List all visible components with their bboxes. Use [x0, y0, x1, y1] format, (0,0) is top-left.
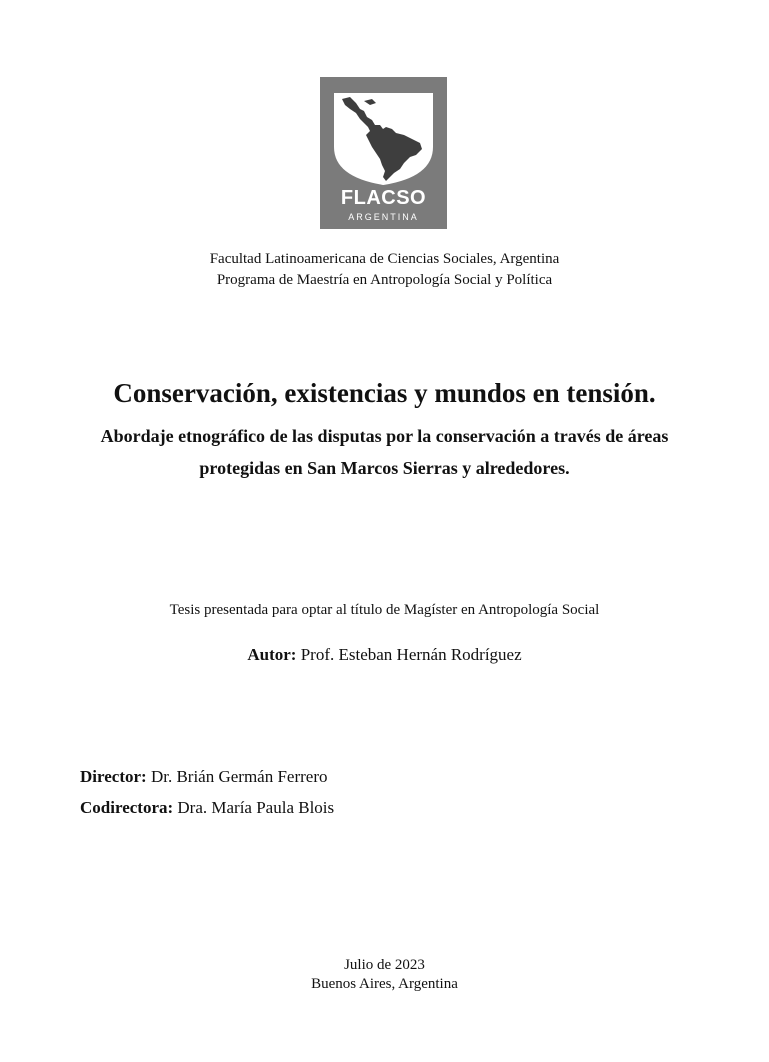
codirector-line — [80, 798, 334, 818]
director-label: Director: — [80, 767, 147, 786]
author-label: Autor: — [247, 645, 297, 664]
date: Julio de 2023 — [344, 957, 425, 973]
logo-country: ARGENTINA — [348, 212, 419, 222]
institution-name: Facultad Latinoamericana de Ciencias Sociales, Argentina — [209, 251, 560, 267]
director-line — [80, 767, 328, 787]
flacso-logo — [320, 77, 447, 229]
thesis-statement: Tesis presentada para optar al título de Magíster en Antropología Social — [169, 602, 600, 618]
program-name: Programa de Maestría en Antropología Social y Política — [216, 272, 553, 288]
page-title: Conservación, existencias y mundos en tensión. — [113, 378, 656, 408]
director-name: Dr. Brián Germán Ferrero — [150, 767, 328, 786]
codirector-label: Codirectora: — [80, 798, 174, 817]
codirector-name: Dra. María Paula Blois — [177, 798, 335, 817]
subtitle-line-1: Abordaje etnográfico de las disputas por la conservación a través de áreas — [100, 426, 669, 446]
author-name: Prof. Esteban Hernán Rodríguez — [300, 645, 522, 664]
place: Buenos Aires, Argentina — [311, 976, 458, 992]
subtitle-line-2: protegidas en San Marcos Sierras y alrededores. — [199, 458, 570, 478]
logo-name: FLACSO — [340, 187, 427, 209]
author-line — [0, 645, 769, 665]
